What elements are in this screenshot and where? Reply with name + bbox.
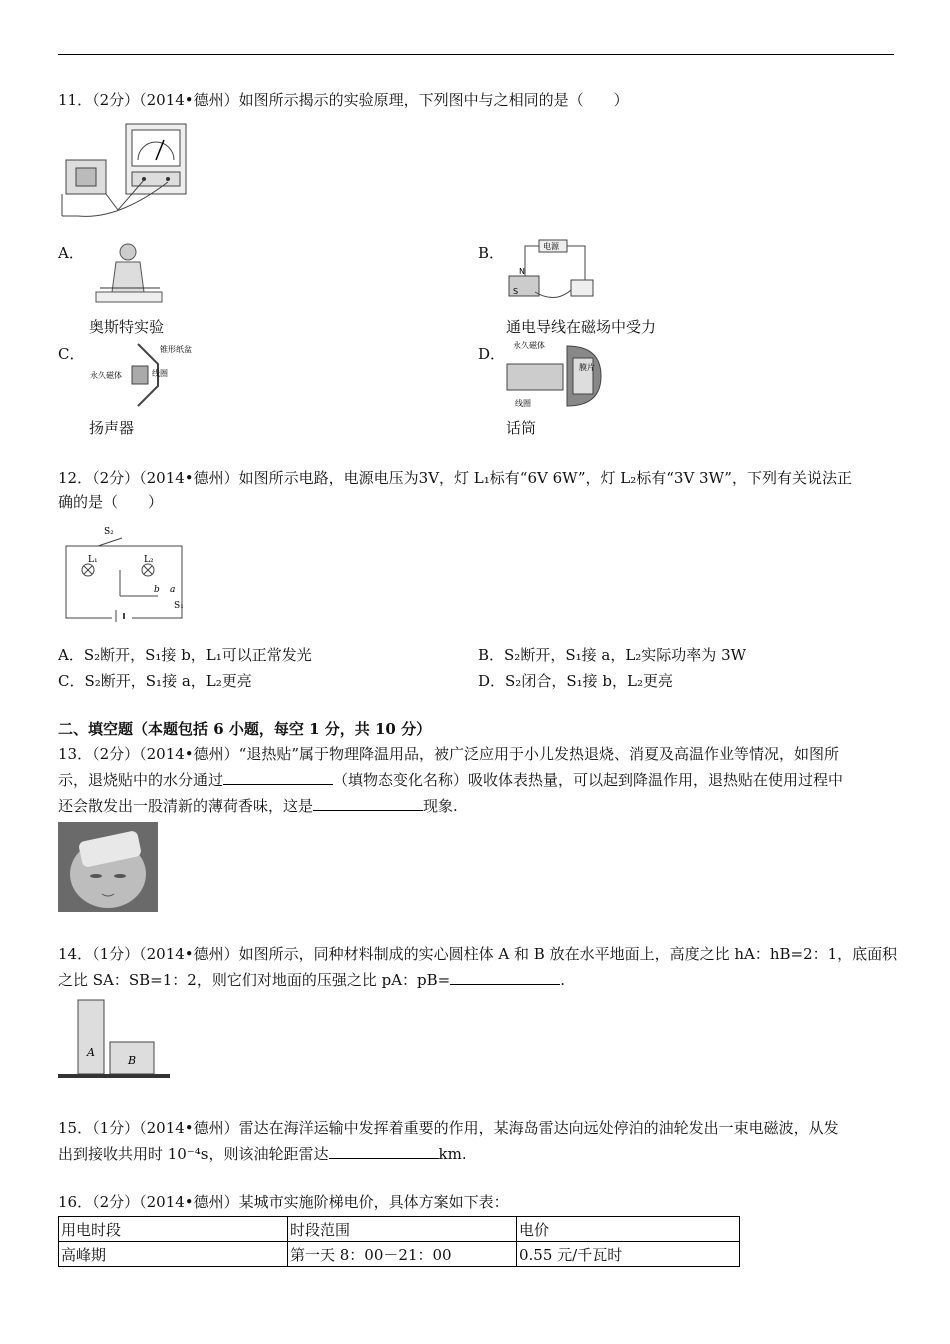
q11-option-b-label: B． <box>478 244 505 262</box>
q11-option-d-caption: 话筒 <box>506 419 537 437</box>
q16-tariff-table <box>58 1216 740 1267</box>
table-header-cell: 电价 <box>517 1217 740 1242</box>
q12-b-label: b <box>154 585 160 595</box>
table-row <box>59 1242 740 1267</box>
q14-cylinders-figure <box>58 996 170 1084</box>
table-cell: 0.55 元/千瓦时 <box>517 1242 740 1267</box>
q11-d-diaphragm-label: 膜片 <box>579 363 595 372</box>
q12-circuit-figure <box>58 524 188 624</box>
q11-stem: 11．（2分）（2014•德州）如图所示揭示的实验原理，下列图中与之相同的是（ ） <box>58 91 629 109</box>
q11-option-b-caption: 通电导线在磁场中受力 <box>506 318 657 336</box>
q12-s2-label: S₂ <box>104 527 114 537</box>
table-header-cell: 时段范围 <box>288 1217 517 1242</box>
q12-l2-label: L₂ <box>144 555 154 565</box>
q11-c-coil-label: 线圈 <box>152 369 168 378</box>
q15-line2: 出到接收共用时 10⁻⁴s，则该油轮距雷达 km. <box>58 1145 467 1163</box>
q11-option-d-label: D． <box>478 345 506 363</box>
q12-a-label: a <box>170 585 176 595</box>
q15-blank[interactable] <box>329 1144 439 1159</box>
q14-cylinder-a-label: A <box>87 1046 95 1059</box>
q11-option-b-figure <box>505 236 600 308</box>
q11-c-magnet-label: 永久磁体 <box>90 371 122 380</box>
q12-s1-label: S₁ <box>174 601 184 611</box>
q14-blank[interactable] <box>450 970 560 985</box>
q12-stem-line1: 12．（2分）（2014•德州）如图所示电路，电源电压为3V，灯 L₁标有“6V 6W”，灯 L₂标有“3V 3W”，下列有关说法正 <box>58 469 852 487</box>
q11-option-a-caption: 奥斯特实验 <box>89 318 165 336</box>
q11-option-c-caption: 扬声器 <box>89 419 135 437</box>
q11-b-s-label: S <box>513 287 519 296</box>
q13-line1: 13．（2分）（2014•德州）“退热贴”属于物理降温用品，被广泛应用于小儿发热退烧、消夏及高温作业等情况，如图所 <box>58 745 839 763</box>
top-rule <box>58 54 894 55</box>
q11-b-n-label: N <box>519 267 525 276</box>
q11-b-power-label: 电源 <box>543 242 559 251</box>
q13-line2: 示，退烧贴中的水分通过 （填物态变化名称）吸收体表热量，可以起到降温作用，退热贴在使用过程中 <box>58 771 844 789</box>
q14-line1: 14．（1分）（2014•德州）如图所示，同种材料制成的实心圆柱体 A 和 B 放在水平地面上，高度之比 hA：hB=2：1，底面积 <box>58 945 898 963</box>
q11-galvanometer-figure <box>58 120 193 220</box>
section2-heading: 二、填空题（本题包括 6 小题，每空 1 分，共 10 分） <box>58 720 432 738</box>
table-cell: 高峰期 <box>59 1242 288 1267</box>
q11-option-a-label: A． <box>58 244 84 262</box>
q11-option-a-figure <box>90 238 170 306</box>
q13-blank-2[interactable] <box>313 796 423 811</box>
q14-cylinder-b-label: B <box>128 1054 137 1067</box>
q11-c-cone-label: 锥形纸盆 <box>160 345 192 354</box>
q11-option-c-figure <box>88 338 200 412</box>
q16-stem: 16．（2分）（2014•德州）某城市实施阶梯电价，具体方案如下表： <box>58 1193 509 1211</box>
q15-line1: 15．（1分）（2014•德州）雷达在海洋运输中发挥着重要的作用，某海岛雷达向远处停泊的油轮发出一束电磁波，从发 <box>58 1119 839 1137</box>
q13-line3: 还会散发出一股清新的薄荷香味，这是 现象. <box>58 797 458 815</box>
q11-option-c-label: C． <box>58 345 85 363</box>
table-header-cell: 用电时段 <box>59 1217 288 1242</box>
q11-option-d-figure <box>505 336 605 412</box>
q14-line2: 之比 SA：SB=1：2，则它们对地面的压强之比 pA：pB= . <box>58 971 566 989</box>
q12-option-c: C．S₂断开，S₁接 a，L₂更亮 <box>58 672 252 690</box>
table-cell: 第一天 8：00－21：00 <box>288 1242 517 1267</box>
q13-blank-1[interactable] <box>223 770 333 785</box>
q11-d-magnet-label: 永久磁体 <box>513 341 545 350</box>
q12-option-b: B．S₂断开，S₁接 a，L₂实际功率为 3W <box>478 646 747 664</box>
q12-option-a: A．S₂断开，S₁接 b，L₁可以正常发光 <box>58 646 312 664</box>
q11-d-coil-label: 线圈 <box>515 399 531 408</box>
q13-cooling-patch-photo <box>58 822 158 912</box>
q12-option-d: D．S₂闭合，S₁接 b，L₂更亮 <box>478 672 673 690</box>
table-header-row <box>59 1217 740 1242</box>
q12-l1-label: L₁ <box>88 555 98 565</box>
q12-stem-line2: 确的是（ ） <box>58 493 164 511</box>
